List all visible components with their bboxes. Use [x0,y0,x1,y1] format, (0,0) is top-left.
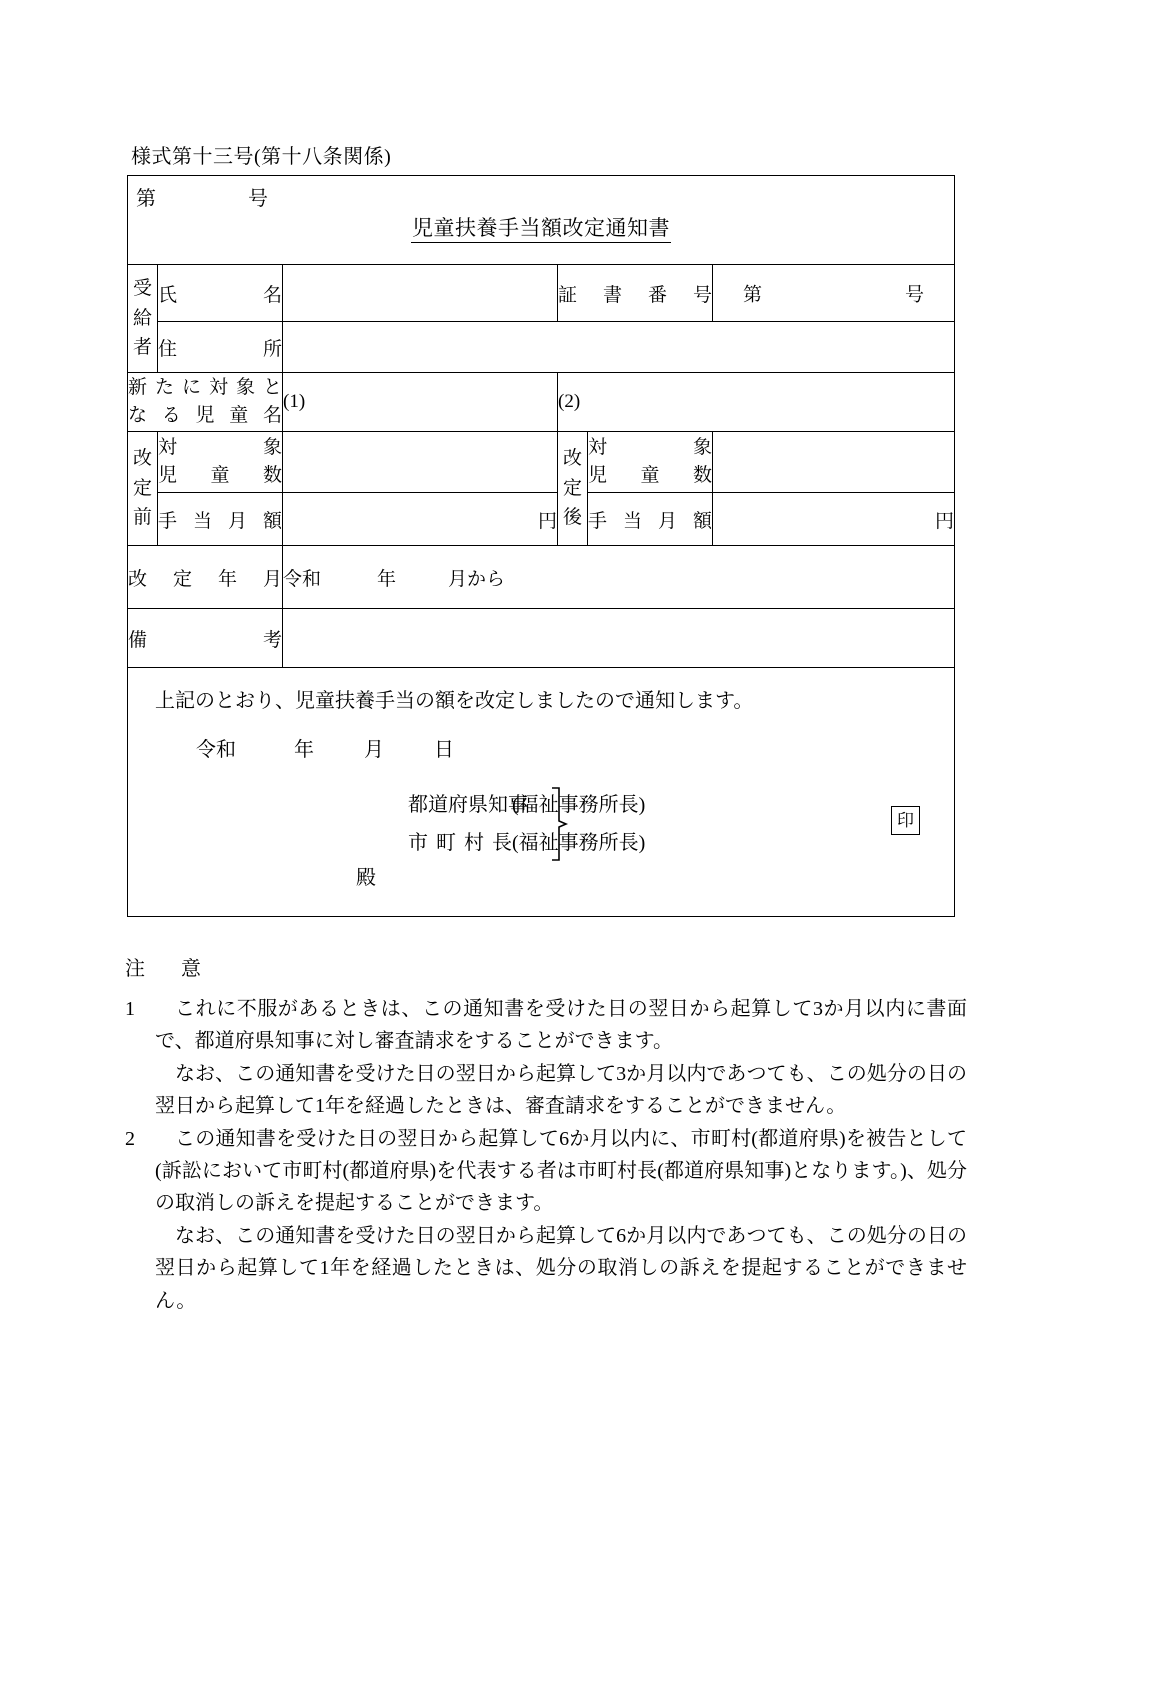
before-child-count-value[interactable] [283,432,558,493]
new-child-2[interactable]: (2) [558,373,955,432]
note-item [125,1123,967,1317]
document-number [136,182,268,211]
seal-stamp-box: 印 [891,806,920,835]
after-child-count-label: 対 象 児 童 数 [588,432,713,493]
certificate-number-prefix: 第 [743,284,763,306]
issue-day-unit: 日 [434,739,454,761]
monthly-amount-row [128,493,955,546]
remarks-value[interactable] [283,609,955,668]
revision-date-row [128,546,955,609]
remarks-label: 備 考 [128,609,283,668]
revision-month-unit: 月から [448,568,506,590]
revision-era: 令和 [283,568,322,590]
statement-row [128,668,955,917]
recipient-address-row [128,322,955,373]
issue-era: 令和 [196,739,236,761]
after-vertical-label: 改 定 後 [558,432,588,546]
note-number: 1 [125,998,135,1020]
after-amount-value[interactable]: 円 [713,493,955,546]
revision-year-unit: 年 [377,568,397,590]
new-children-label: 新たに対象と な る 児 童 名 [128,373,283,432]
note-number: 2 [125,1127,135,1150]
address-value[interactable] [283,322,955,373]
address-label: 住 所 [158,322,283,373]
certificate-number-label: 証書番号 [558,265,713,322]
form-header-row [128,176,955,265]
notes-section [125,952,967,1317]
revision-date-value[interactable] [283,546,955,609]
recipient-vertical-label: 受 給 者 [128,265,158,373]
notes-title: 注 意 [125,958,209,980]
after-amount-label: 手 当 月 額 [588,493,713,546]
note-item [125,993,967,1123]
remarks-row [128,609,955,668]
addressee-suffix: 殿 [356,867,376,889]
document-number-prefix: 第 [136,188,156,210]
before-child-count-label: 対 象 児 童 数 [158,432,283,493]
certificate-number-suffix: 号 [905,284,925,306]
document-title: 児童扶養手当額改定通知書 [128,212,954,242]
before-vertical-label: 改 定 前 [128,432,158,546]
before-amount-label: 手 当 月 額 [158,493,283,546]
issue-year-unit: 年 [294,739,314,761]
signature-block [408,786,848,862]
child-count-row [128,432,955,493]
notification-form-table [127,175,955,917]
note-text: これに不服があるときは、この通知書を受けた日の翌日から起算して3か月以内に書面で、都道府県知事に対し審査請求をすることができます。 なお、この通知書を受けた日の翌日から起算して3か月以内であつても、この処分の日の翌日から起算して1年を経過したときは、審査請求をすることができません。 [155,998,967,1118]
new-child-1[interactable]: (1) [283,373,558,432]
revision-date-label: 改 定 年 月 [128,546,283,609]
document-number-suffix: 号 [248,188,268,210]
signer-municipal-mayor: 市 町 村 長 (福祉事務所長) [408,832,646,854]
name-label: 氏 名 [158,265,283,322]
certificate-number-value[interactable] [713,265,955,322]
after-child-count-value[interactable] [713,432,955,493]
statement-cell [128,668,955,917]
issue-month-unit: 月 [364,739,384,761]
header-cell [128,176,955,265]
form-number-line: 様式第十三号(第十八条関係) [131,146,392,168]
signature-brace-icon [548,786,570,862]
issue-date[interactable] [196,733,454,762]
signer-prefecture-governor: 都道府県知事 (福祉事務所長) [408,794,646,816]
statement-text: 上記のとおり、児童扶養手当の額を改定しましたので通知します。 [155,690,754,712]
note-text: この通知書を受けた日の翌日から起算して6か月以内に、市町村(都道府県)を被告として(訴訟において市町村(都道府県)を代表する者は市町村長(都道府県知事)となります。)、処分の取消しの訴えを提起することができます。 なお、この通知書を受けた日の翌日から起算して6か月以内であつても、この処分の日の翌日から起算して1年を経過したときは、処分の取消しの訴えを提起することができません。 [155,1127,967,1312]
new-children-row [128,373,955,432]
name-value[interactable] [283,265,558,322]
recipient-name-row [128,265,955,322]
before-amount-value[interactable]: 円 [283,493,558,546]
